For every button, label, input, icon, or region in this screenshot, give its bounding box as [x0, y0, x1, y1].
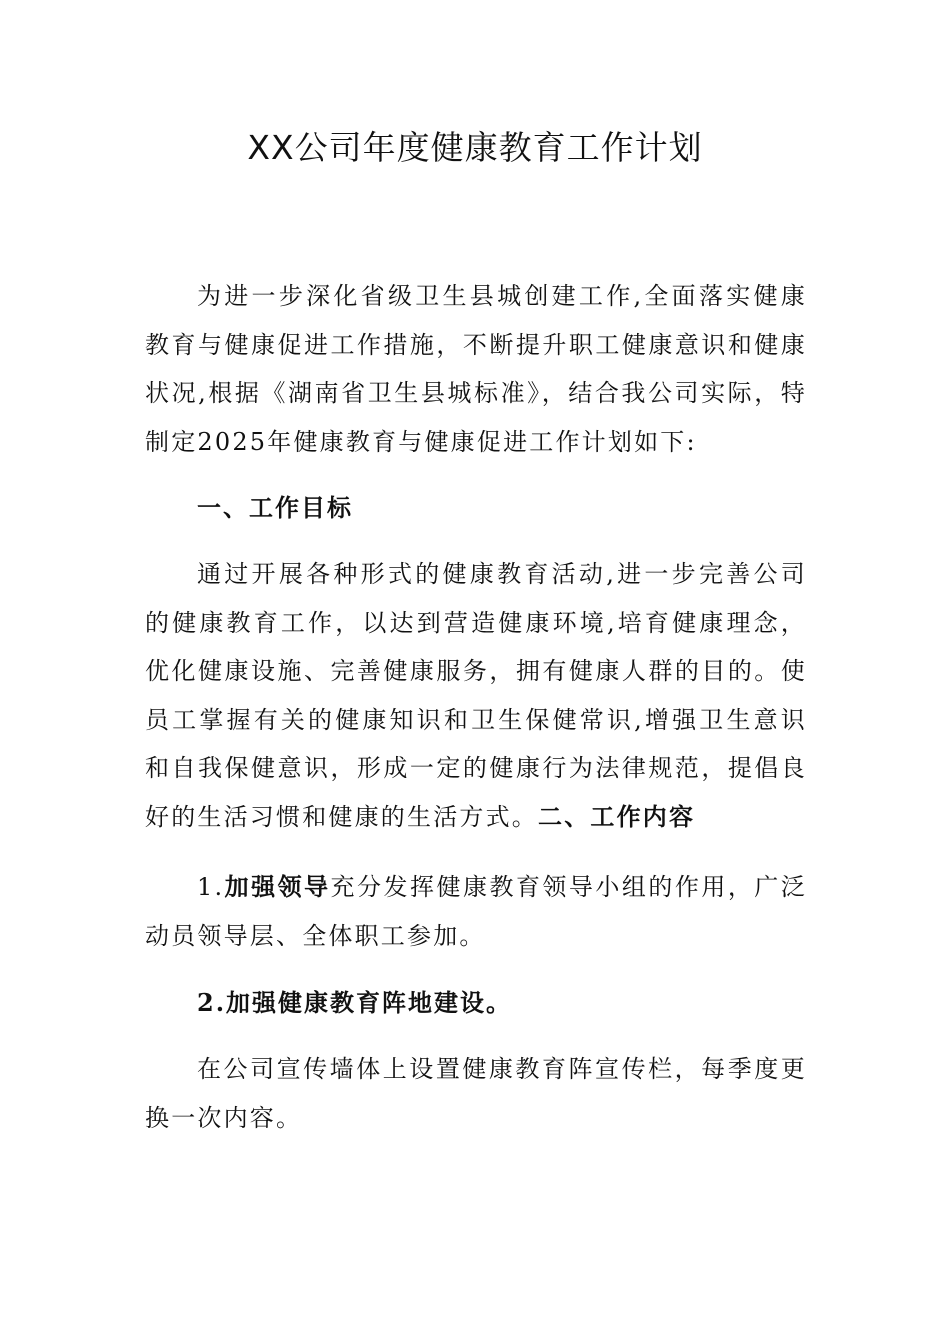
- item-1-title: 加强领导: [224, 872, 331, 901]
- goals-paragraph-text: 通过开展各种形式的健康教育活动,进一步完善公司的健康教育工作，以达到营造健康环境,培育健康理念，优化健康设施、完善健康服务，拥有健康人群的目的。使员工掌握有关的健康知识和卫生保健常识,增强卫生意识和自我保健意识，形成一定的健康行为法律规范，提倡良好的生活习惯和健康的生活方式。: [145, 560, 807, 831]
- item-2-paragraph: 在公司宣传墙体上设置健康教育阵宣传栏，每季度更换一次内容。: [145, 1055, 807, 1132]
- document-title: XX公司年度健康教育工作计划: [247, 128, 703, 167]
- section-heading-goals: 一、工作目标: [197, 493, 353, 522]
- item-2-heading: 2.加强健康教育阵地建设。: [197, 988, 513, 1017]
- section-heading-content: 二、工作内容: [538, 801, 696, 831]
- item-1-number: 1.: [197, 873, 225, 901]
- item-1-text: 充分发挥健康教育领导小组的作用，广泛动员领导层、全体职工参加。: [145, 873, 807, 950]
- item-1-paragraph: [145, 863, 807, 960]
- intro-paragraph: 为进一步深化省级卫生县城创建工作,全面落实健康教育与健康促进工作措施，不断提升职工健康意识和健康状况,根据《湖南省卫生县城标准》，结合我公司实际，特制定2025年健康教育与健康促进工作计划如下:: [145, 282, 807, 456]
- goals-paragraph: [145, 550, 807, 841]
